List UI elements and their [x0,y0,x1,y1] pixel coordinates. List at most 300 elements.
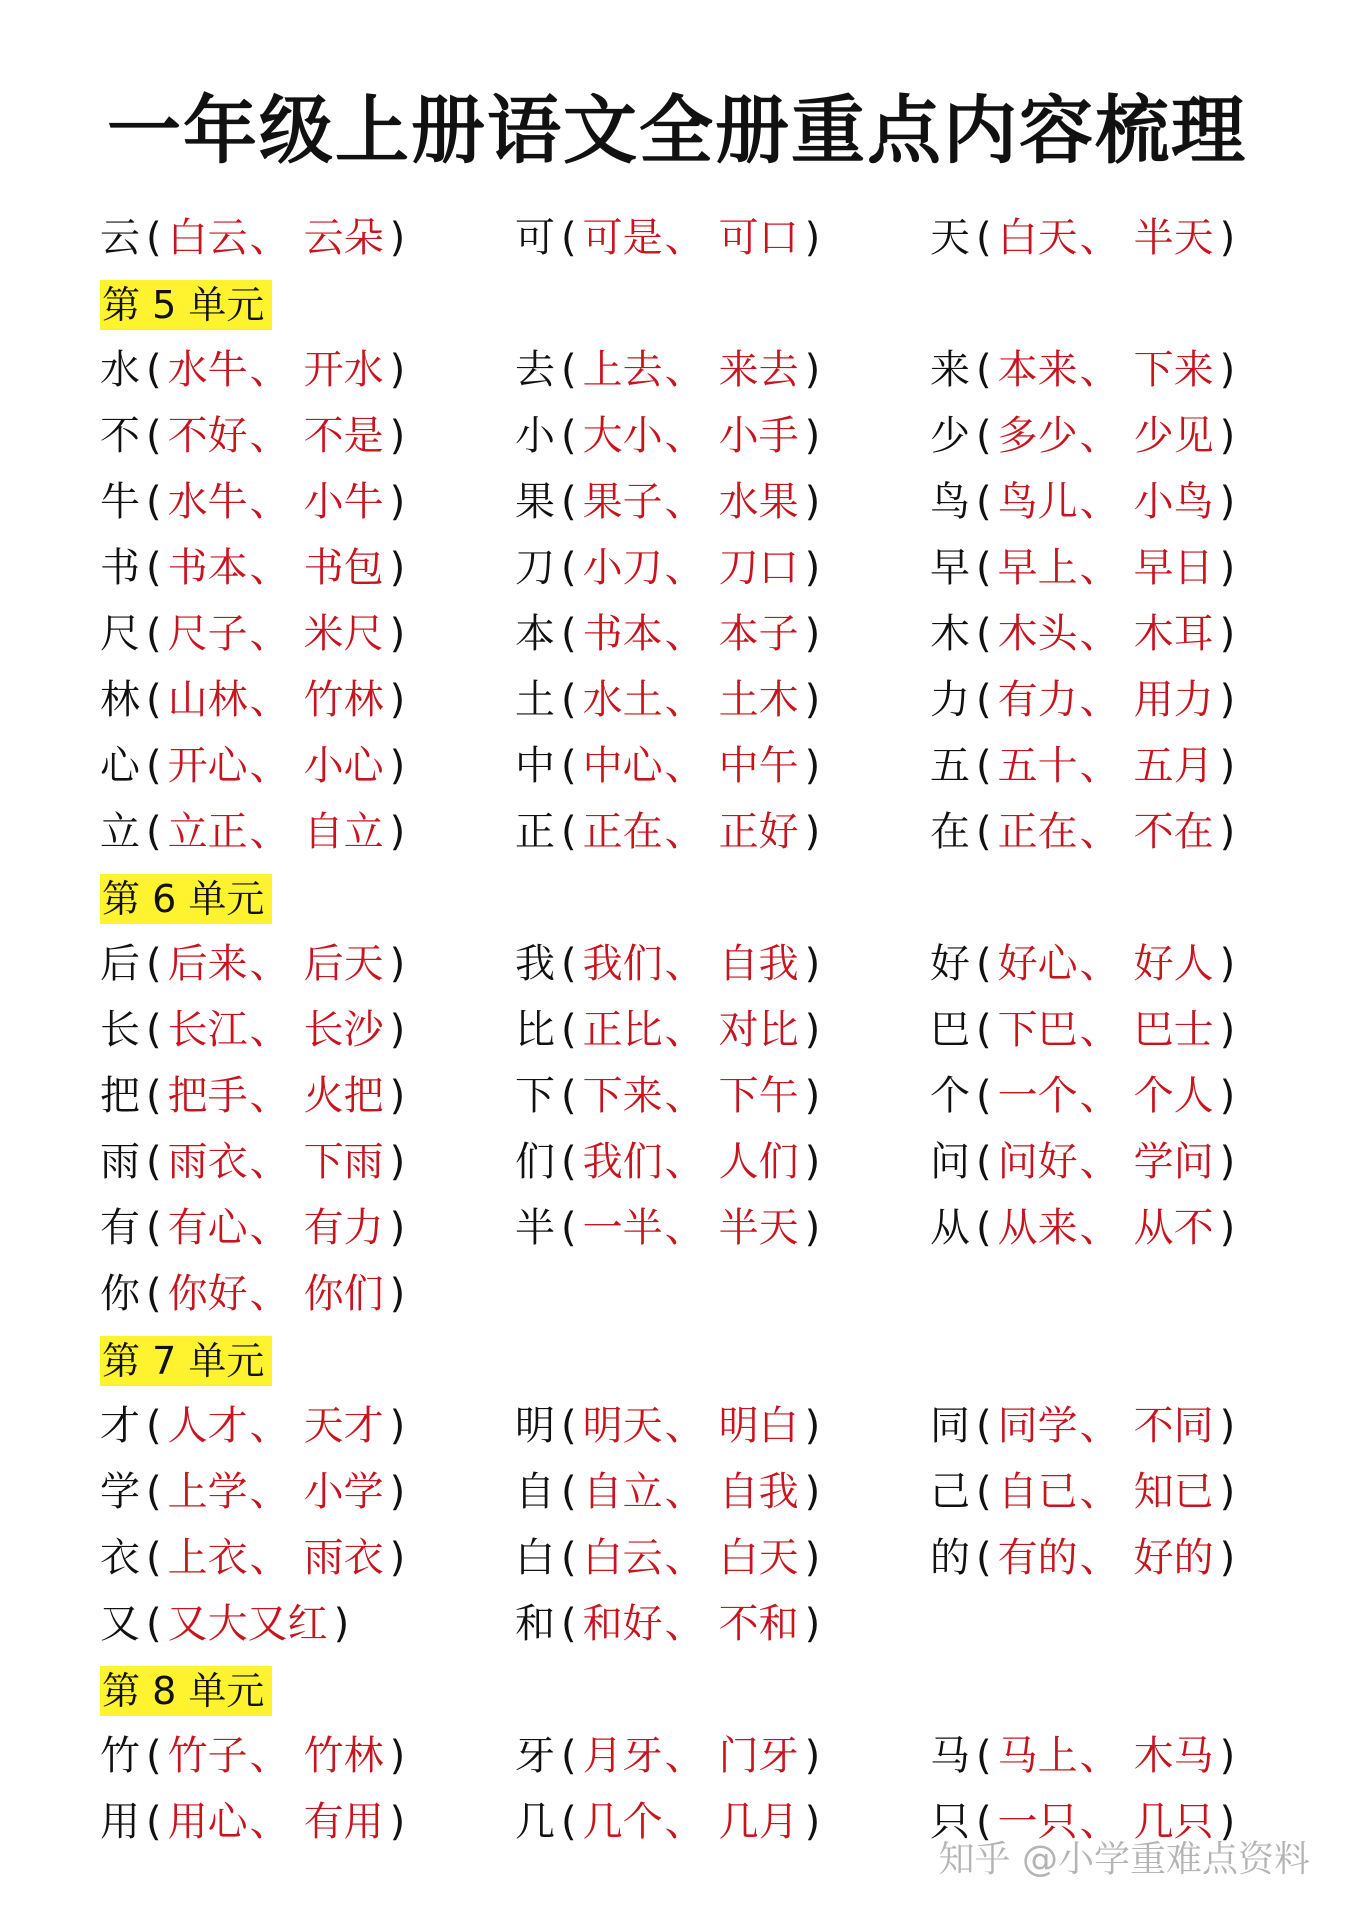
close-paren: ) [389,1469,406,1515]
open-paren: ( [976,941,992,987]
vocab-entry [515,1195,826,1261]
separator: 、 [1079,1139,1120,1185]
open-paren: ( [976,1205,992,1251]
vocab-entry [100,205,411,271]
separator: 、 [1079,809,1120,855]
entry-character: 巴 [930,1007,970,1053]
entry-character: 只 [930,1799,970,1845]
entry-character: 可 [515,215,555,261]
example-word: 从来 [997,1205,1078,1251]
example-word: 书包 [303,545,384,591]
vocab-row [100,1261,1300,1327]
vocab-entry [515,667,826,733]
example-word: 下来 [582,1073,663,1119]
vocab-entry [100,1063,411,1129]
separator: 、 [664,1535,705,1581]
open-paren: ( [561,215,577,261]
open-paren: ( [146,215,162,261]
close-paren: ) [804,1535,821,1581]
example-word: 长沙 [303,1007,384,1053]
open-paren: ( [146,1205,162,1251]
close-paren: ) [804,1403,821,1449]
separator: 、 [249,1799,290,1845]
entry-character: 长 [100,1007,140,1053]
example-word: 有力 [303,1205,384,1251]
example-word: 用心 [167,1799,248,1845]
example-word: 竹林 [303,1733,384,1779]
close-paren: ) [804,1205,821,1251]
vocab-entry [515,1525,826,1591]
close-paren: ) [389,1139,406,1185]
example-word: 后来 [167,941,248,987]
close-paren: ) [389,347,406,393]
open-paren: ( [976,413,992,459]
separator: 、 [249,1535,290,1581]
entry-character: 把 [100,1073,140,1119]
example-word: 好的 [1133,1535,1214,1581]
separator: 、 [664,1073,705,1119]
entry-character: 天 [930,215,970,261]
separator: 、 [249,1403,290,1449]
example-word: 开水 [303,347,384,393]
open-paren: ( [561,1601,577,1647]
close-paren: ) [333,1601,350,1647]
example-word: 多少 [997,413,1078,459]
entry-character: 用 [100,1799,140,1845]
close-paren: ) [389,479,406,525]
example-word: 月牙 [582,1733,663,1779]
example-word: 书本 [167,545,248,591]
example-word: 学问 [1133,1139,1214,1185]
close-paren: ) [804,1733,821,1779]
vocab-entry [100,1195,411,1261]
open-paren: ( [146,1733,162,1779]
entry-character: 白 [515,1535,555,1581]
close-paren: ) [1219,1403,1236,1449]
open-paren: ( [976,347,992,393]
vocab-entry [930,1723,1241,1789]
example-word: 有用 [303,1799,384,1845]
vocab-entry [930,799,1241,865]
entry-character: 你 [100,1271,140,1317]
example-word: 我们 [582,941,663,987]
vocab-row [100,1393,1300,1459]
separator: 、 [1079,347,1120,393]
example-word: 不在 [1133,809,1214,855]
entry-character: 半 [515,1205,555,1251]
entry-character: 的 [930,1535,970,1581]
open-paren: ( [561,1403,577,1449]
separator: 、 [664,1799,705,1845]
separator: 、 [249,743,290,789]
vocab-entry [100,601,411,667]
open-paren: ( [561,1469,577,1515]
separator: 、 [1079,1403,1120,1449]
example-word: 个人 [1133,1073,1214,1119]
example-word: 天才 [303,1403,384,1449]
example-word: 一半 [582,1205,663,1251]
separator: 、 [249,809,290,855]
open-paren: ( [146,1799,162,1845]
separator: 、 [664,413,705,459]
entry-character: 书 [100,545,140,591]
vocab-entry [100,535,411,601]
open-paren: ( [561,1007,577,1053]
separator: 、 [249,1469,290,1515]
example-word: 自我 [718,1469,799,1515]
separator: 、 [249,215,290,261]
close-paren: ) [804,809,821,855]
vocab-entry [100,469,411,535]
example-word: 小牛 [303,479,384,525]
open-paren: ( [976,809,992,855]
vocab-entry [100,403,411,469]
example-word: 自立 [303,809,384,855]
entry-character: 竹 [100,1733,140,1779]
vocab-row [100,205,1300,271]
separator: 、 [249,347,290,393]
entry-character: 己 [930,1469,970,1515]
example-word: 土木 [718,677,799,723]
open-paren: ( [561,545,577,591]
separator: 、 [1079,545,1120,591]
open-paren: ( [976,611,992,657]
vocab-entry [515,535,826,601]
close-paren: ) [804,1799,821,1845]
separator: 、 [1079,1007,1120,1053]
example-word: 不和 [718,1601,799,1647]
vocab-entry [515,601,826,667]
example-word: 从不 [1133,1205,1214,1251]
example-word: 用力 [1133,677,1214,723]
example-word: 白云 [167,215,248,261]
example-word: 又大又红 [167,1601,328,1647]
entry-character: 本 [515,611,555,657]
example-word: 中午 [718,743,799,789]
separator: 、 [664,215,705,261]
vocab-entry [515,403,826,469]
unit-label: 第 8 单元 [100,1666,272,1716]
example-word: 有心 [167,1205,248,1251]
entry-character: 几 [515,1799,555,1845]
vocab-entry [930,337,1241,403]
vocab-entry [100,931,411,997]
vocab-row [100,535,1300,601]
entry-character: 们 [515,1139,555,1185]
watermark: 知乎 @小学重难点资料 [938,1839,1310,1880]
open-paren: ( [976,1535,992,1581]
close-paren: ) [1219,347,1236,393]
entry-character: 云 [100,215,140,261]
example-word: 马上 [997,1733,1078,1779]
example-word: 木马 [1133,1733,1214,1779]
vocab-entry [515,1459,826,1525]
example-word: 长江 [167,1007,248,1053]
close-paren: ) [804,941,821,987]
vocab-row [100,931,1300,997]
entry-character: 在 [930,809,970,855]
open-paren: ( [146,479,162,525]
close-paren: ) [804,677,821,723]
open-paren: ( [976,1139,992,1185]
separator: 、 [1079,1469,1120,1515]
vocab-row [100,1195,1300,1261]
entry-character: 正 [515,809,555,855]
entry-character: 少 [930,413,970,459]
example-word: 有的 [997,1535,1078,1581]
separator: 、 [664,941,705,987]
example-word: 雨衣 [303,1535,384,1581]
example-word: 同学 [997,1403,1078,1449]
open-paren: ( [976,1469,992,1515]
entry-character: 才 [100,1403,140,1449]
example-word: 可是 [582,215,663,261]
vocab-entry [100,1459,411,1525]
close-paren: ) [804,479,821,525]
close-paren: ) [1219,479,1236,525]
vocab-entry [930,205,1241,271]
close-paren: ) [1219,611,1236,657]
close-paren: ) [389,809,406,855]
open-paren: ( [146,611,162,657]
separator: 、 [249,1271,290,1317]
vocab-entry [515,1393,826,1459]
open-paren: ( [561,1535,577,1581]
entry-character: 衣 [100,1535,140,1581]
example-word: 和好 [582,1601,663,1647]
close-paren: ) [1219,215,1236,261]
example-word: 人才 [167,1403,248,1449]
unit-label: 第 5 单元 [100,280,272,330]
entry-character: 五 [930,743,970,789]
entry-character: 果 [515,479,555,525]
vocab-row [100,997,1300,1063]
open-paren: ( [561,941,577,987]
example-word: 半天 [1133,215,1214,261]
example-word: 几月 [718,1799,799,1845]
unit-heading-row [100,271,1300,337]
open-paren: ( [561,611,577,657]
separator: 、 [664,1007,705,1053]
example-word: 大小 [582,413,663,459]
open-paren: ( [146,1601,162,1647]
vocab-row [100,601,1300,667]
open-paren: ( [561,1139,577,1185]
close-paren: ) [1219,941,1236,987]
example-word: 竹林 [303,677,384,723]
example-word: 不好 [167,413,248,459]
separator: 、 [664,479,705,525]
entry-character: 好 [930,941,970,987]
page-title: 一年级上册语文全册重点内容梳理 [107,88,1247,174]
separator: 、 [1079,677,1120,723]
example-word: 可口 [718,215,799,261]
open-paren: ( [976,479,992,525]
vocab-entry [515,997,826,1063]
example-word: 有力 [997,677,1078,723]
example-word: 尺子 [167,611,248,657]
close-paren: ) [389,677,406,723]
close-paren: ) [389,1205,406,1251]
open-paren: ( [976,1403,992,1449]
entry-character: 同 [930,1403,970,1449]
separator: 、 [249,545,290,591]
close-paren: ) [389,1007,406,1053]
close-paren: ) [804,215,821,261]
example-word: 白天 [718,1535,799,1581]
separator: 、 [249,1073,290,1119]
vocab-row [100,799,1300,865]
vocab-entry [515,1723,826,1789]
vocab-entry [100,1525,411,1591]
entry-character: 有 [100,1205,140,1251]
example-word: 早上 [997,545,1078,591]
example-word: 几个 [582,1799,663,1845]
vocab-row [100,403,1300,469]
example-word: 火把 [303,1073,384,1119]
close-paren: ) [804,545,821,591]
example-word: 正在 [582,809,663,855]
example-word: 一个 [997,1073,1078,1119]
close-paren: ) [1219,1205,1236,1251]
example-word: 中心 [582,743,663,789]
separator: 、 [664,1469,705,1515]
example-word: 竹子 [167,1733,248,1779]
entry-character: 心 [100,743,140,789]
example-word: 来去 [718,347,799,393]
open-paren: ( [146,1139,162,1185]
example-word: 半天 [718,1205,799,1251]
separator: 、 [249,611,290,657]
vocab-entry [930,469,1241,535]
separator: 、 [664,1205,705,1251]
example-word: 少见 [1133,413,1214,459]
vocab-entry [100,997,411,1063]
close-paren: ) [389,1271,406,1317]
vocab-entry [515,1591,826,1657]
entry-character: 问 [930,1139,970,1185]
close-paren: ) [1219,809,1236,855]
vocab-entry [930,1459,1241,1525]
vocab-entry [100,1591,355,1657]
example-word: 一只 [997,1799,1078,1845]
open-paren: ( [561,1799,577,1845]
vocab-entry [930,1063,1241,1129]
example-word: 本来 [997,347,1078,393]
entry-character: 从 [930,1205,970,1251]
example-word: 上学 [167,1469,248,1515]
vocab-entry [100,667,411,733]
vocab-entry [515,469,826,535]
separator: 、 [249,677,290,723]
close-paren: ) [389,413,406,459]
example-word: 自立 [582,1469,663,1515]
separator: 、 [1079,1733,1120,1779]
example-word: 不同 [1133,1403,1214,1449]
example-word: 我们 [582,1139,663,1185]
vocab-row [100,1723,1300,1789]
vocab-row [100,1129,1300,1195]
separator: 、 [664,1139,705,1185]
close-paren: ) [804,1139,821,1185]
vocab-row [100,1063,1300,1129]
close-paren: ) [804,611,821,657]
close-paren: ) [1219,677,1236,723]
example-word: 好心 [997,941,1078,987]
example-word: 木头 [997,611,1078,657]
open-paren: ( [561,347,577,393]
separator: 、 [664,809,705,855]
example-word: 好人 [1133,941,1214,987]
vocab-entry [100,1789,411,1855]
close-paren: ) [1219,545,1236,591]
open-paren: ( [146,1403,162,1449]
separator: 、 [1079,479,1120,525]
separator: 、 [664,677,705,723]
example-word: 知已 [1133,1469,1214,1515]
close-paren: ) [1219,1535,1236,1581]
open-paren: ( [561,1073,577,1119]
example-word: 后天 [303,941,384,987]
entry-character: 林 [100,677,140,723]
entry-character: 鸟 [930,479,970,525]
vocab-entry [100,733,411,799]
close-paren: ) [389,743,406,789]
open-paren: ( [146,941,162,987]
example-word: 自已 [997,1469,1078,1515]
example-word: 雨衣 [167,1139,248,1185]
entry-character: 牙 [515,1733,555,1779]
vocab-entry [930,667,1241,733]
open-paren: ( [976,1733,992,1779]
open-paren: ( [976,545,992,591]
entry-character: 刀 [515,545,555,591]
example-word: 正比 [582,1007,663,1053]
example-word: 下来 [1133,347,1214,393]
example-word: 小学 [303,1469,384,1515]
entry-character: 比 [515,1007,555,1053]
entry-character: 又 [100,1601,140,1647]
example-word: 你好 [167,1271,248,1317]
close-paren: ) [804,413,821,459]
open-paren: ( [146,743,162,789]
entry-character: 我 [515,941,555,987]
example-word: 明白 [718,1403,799,1449]
vocab-entry [100,337,411,403]
close-paren: ) [389,1733,406,1779]
close-paren: ) [804,1073,821,1119]
entry-character: 个 [930,1073,970,1119]
close-paren: ) [389,1403,406,1449]
close-paren: ) [389,215,406,261]
entry-character: 明 [515,1403,555,1449]
open-paren: ( [146,1007,162,1053]
example-word: 书本 [582,611,663,657]
example-word: 你们 [303,1271,384,1317]
separator: 、 [664,545,705,591]
example-word: 水土 [582,677,663,723]
open-paren: ( [561,1733,577,1779]
example-word: 门牙 [718,1733,799,1779]
example-word: 下雨 [303,1139,384,1185]
example-word: 鸟儿 [997,479,1078,525]
entry-character: 水 [100,347,140,393]
vocab-entry [930,1129,1241,1195]
vocab-row [100,733,1300,799]
close-paren: ) [804,1601,821,1647]
entry-character: 尺 [100,611,140,657]
vocab-entry [930,997,1241,1063]
